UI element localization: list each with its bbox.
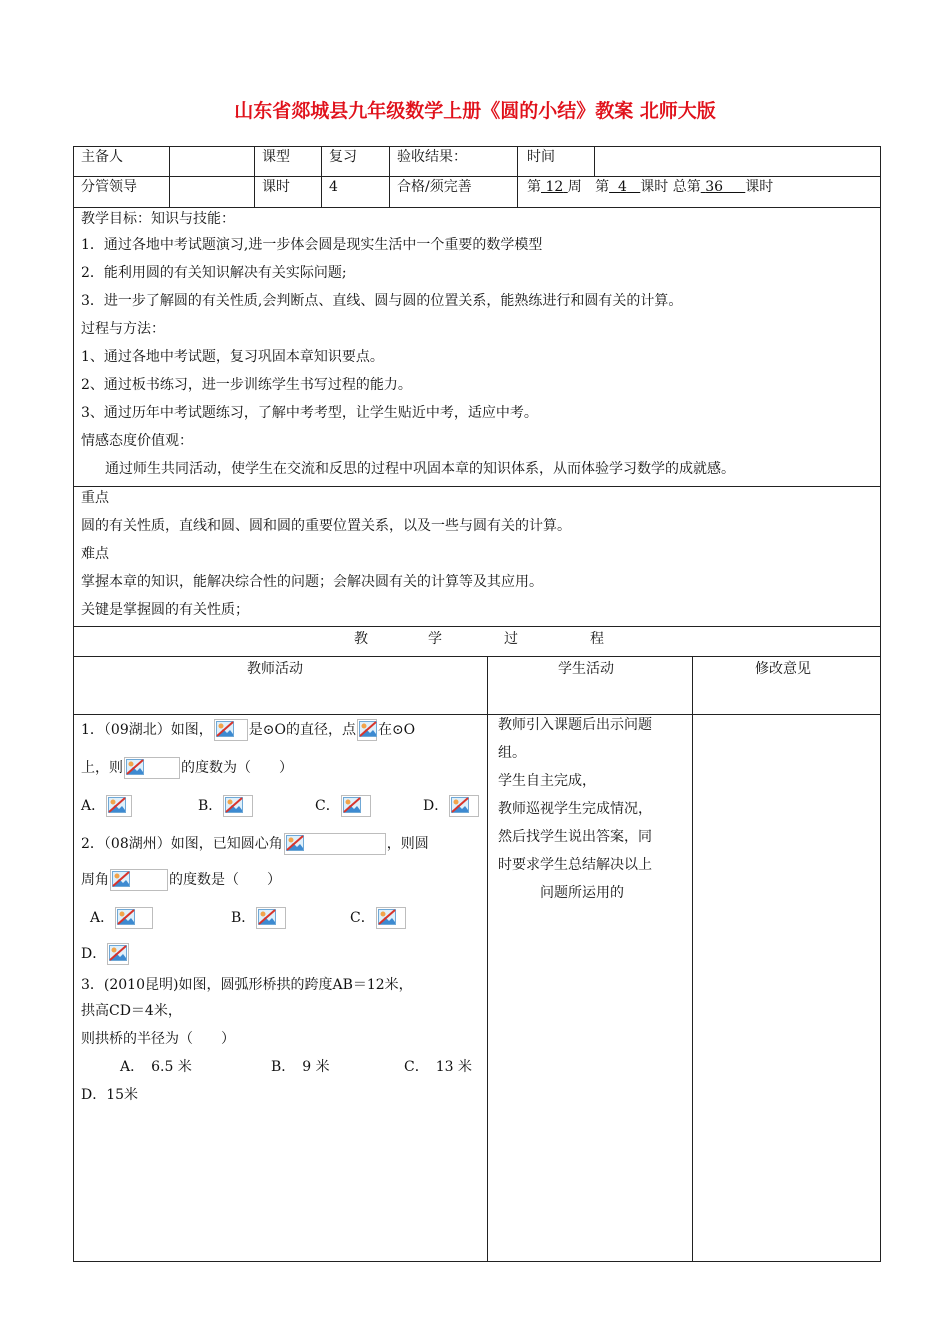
schedule-line: 第 12 周 第 4 课时 总第 36 课时 <box>527 179 774 195</box>
broken-image-icon <box>107 943 129 965</box>
broken-image-icon <box>284 833 386 855</box>
broken-image-icon <box>449 795 479 817</box>
leader-label: 分管领导 <box>81 179 137 195</box>
option-d: D． <box>81 942 130 966</box>
goal-item: 2．能利用圆的有关知识解决有关实际问题; <box>81 265 347 281</box>
broken-image-icon <box>124 757 180 779</box>
lesson-type-value: 复习 <box>329 149 357 165</box>
emotion-heading: 情感态度价值观： <box>81 433 193 449</box>
goal-item: 1．通过各地中考试题演习,进一步体会圆是现实生活中一个重要的数学模型 <box>81 237 543 253</box>
broken-image-icon <box>214 719 248 741</box>
teacher-activity-header: 教师活动 <box>247 661 303 677</box>
total-number: 36 <box>705 179 724 195</box>
goals-heading: 教学目标：知识与技能： <box>81 211 235 227</box>
option-c: C． <box>350 906 407 930</box>
hours-label: 课时 <box>262 179 290 195</box>
time-label: 时间 <box>527 149 555 165</box>
option-b: B． <box>198 794 254 818</box>
process-item: 3、通过历年中考试题练习，了解中考考型，让学生贴近中考，适应中考。 <box>81 405 538 421</box>
acceptance-value: 合格/须完善 <box>397 179 472 195</box>
document-title: 山东省郯城县九年级数学上册《圆的小结》教案 北师大版 <box>234 100 716 122</box>
student-activity-header: 学生活动 <box>558 661 614 677</box>
broken-image-icon <box>256 907 286 929</box>
broken-image-icon <box>106 795 132 817</box>
key-heading: 重点 <box>81 490 109 506</box>
difficulty-heading: 难点 <box>81 546 109 562</box>
option-d: D．15米 <box>81 1087 139 1103</box>
preparer-label: 主备人 <box>81 149 123 165</box>
lesson-number: 4 <box>618 179 627 195</box>
broken-image-icon <box>376 907 406 929</box>
broken-image-icon <box>115 907 153 929</box>
key-text: 圆的有关性质，直线和圆、圆和圆的重要位置关系，以及一些与圆有关的计算。 <box>81 518 571 534</box>
option-a: A． <box>90 906 154 930</box>
week-number: 12 <box>545 179 564 195</box>
broken-image-icon <box>223 795 253 817</box>
process-item: 1、通过各地中考试题，复习巩固本章知识要点。 <box>81 349 384 365</box>
option-a: A． 6.5 米 <box>120 1059 192 1075</box>
option-b: B． <box>231 906 287 930</box>
option-a: A． <box>81 794 133 818</box>
crux-text: 关键是掌握圆的有关性质； <box>81 602 249 618</box>
acceptance-label: 验收结果： <box>397 149 467 165</box>
broken-image-icon <box>110 869 168 891</box>
process-item: 2、通过板书练习，进一步训练学生书写过程的能力。 <box>81 377 412 393</box>
option-c: C． 13 米 <box>404 1059 472 1075</box>
difficulty-text: 掌握本章的知识，能解决综合性的问题；会解决圆有关的计算等及其应用。 <box>81 574 543 590</box>
broken-image-icon <box>341 795 371 817</box>
revision-header: 修改意见 <box>755 661 811 677</box>
emotion-text: 通过师生共同活动，使学生在交流和反思的过程中巩固本章的知识体系，从而体验学习数学的成就感。 <box>105 461 735 477</box>
option-d: D． <box>423 794 480 818</box>
process-heading: 过程与方法： <box>81 321 165 337</box>
hours-value: 4 <box>329 179 338 195</box>
option-c: C． <box>315 794 372 818</box>
option-b: B． 9 米 <box>271 1059 330 1075</box>
lesson-type-label: 课型 <box>262 149 290 165</box>
goal-item: 3．进一步了解圆的有关性质,会判断点、直线、圆与圆的位置关系，能熟练进行和圆有关的计算。 <box>81 293 683 309</box>
broken-image-icon <box>357 719 377 741</box>
